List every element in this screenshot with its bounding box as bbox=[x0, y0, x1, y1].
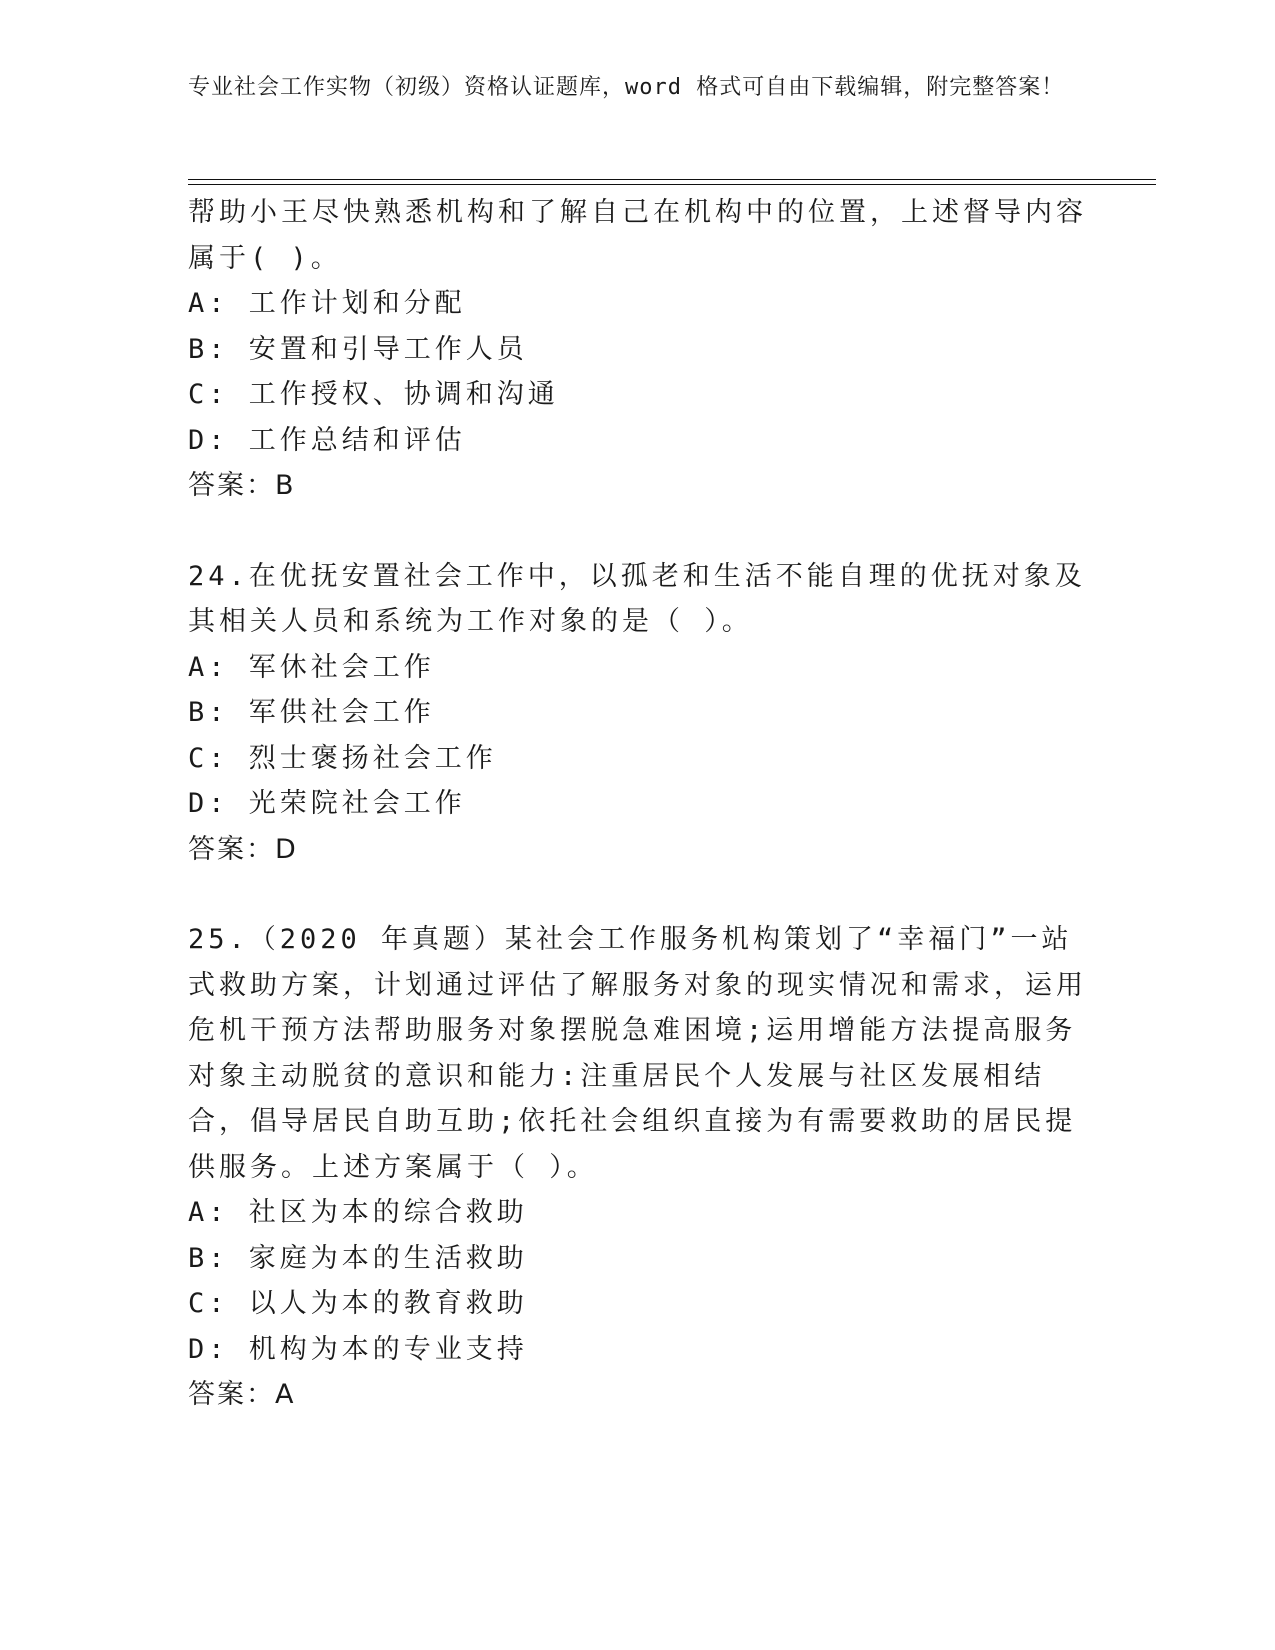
option-d: D: 光荣院社会工作 bbox=[188, 788, 466, 819]
header-rule-bottom bbox=[188, 184, 1156, 185]
option-a: A: 社区为本的综合救助 bbox=[188, 1197, 528, 1228]
option-c: C: 以人为本的教育救助 bbox=[188, 1288, 528, 1319]
question-text: 25.（2020 年真题）某社会工作服务机构策划了“幸福门”一站式救助方案，计划通过评估了解服务对象的现实情况和需求，运用危机干预方法帮助服务对象摆脱急难困境;运用增能方法提高服务对象主动脱贫的意识和能力:注重居民个人发展与社区发展相结合，倡导居民自助互助;依托社会组织直接为有需要救助的居民提供服务。上述方案属于（ ）。 bbox=[188, 924, 1087, 1183]
page-header: 专业社会工作实物（初级）资格认证题库，word 格式可自由下载编辑，附完整答案！ bbox=[188, 75, 1065, 100]
option-a: A: 工作计划和分配 bbox=[188, 288, 466, 319]
option-c: C: 烈士褒扬社会工作 bbox=[188, 742, 497, 774]
option-d: D: 工作总结和评估 bbox=[188, 424, 466, 456]
option-b: B: 家庭为本的生活救助 bbox=[188, 1242, 528, 1274]
question-text: 24.在优抚安置社会工作中，以孤老和生活不能自理的优抚对象及其相关人员和系统为工作对象的是（ ）。 bbox=[188, 560, 1086, 637]
option-a: A: 军休社会工作 bbox=[188, 651, 435, 683]
question-text: 帮助小王尽快熟悉机构和了解自己在机构中的位置，上述督导内容属于( )。 bbox=[188, 197, 1087, 274]
answer: 答案：B bbox=[188, 470, 296, 501]
option-c: C: 工作授权、协调和沟通 bbox=[188, 379, 559, 410]
question-block bbox=[188, 190, 1088, 509]
option-d: D: 机构为本的专业支持 bbox=[188, 1333, 528, 1365]
answer: 答案：D bbox=[188, 833, 298, 865]
answer: 答案：A bbox=[188, 1379, 296, 1410]
question-block bbox=[188, 917, 1088, 1418]
header-rule-top bbox=[188, 179, 1156, 180]
option-b: B: 军供社会工作 bbox=[188, 697, 435, 728]
question-list bbox=[188, 190, 1088, 1418]
option-b: B: 安置和引导工作人员 bbox=[188, 333, 528, 365]
question-block bbox=[188, 554, 1088, 873]
